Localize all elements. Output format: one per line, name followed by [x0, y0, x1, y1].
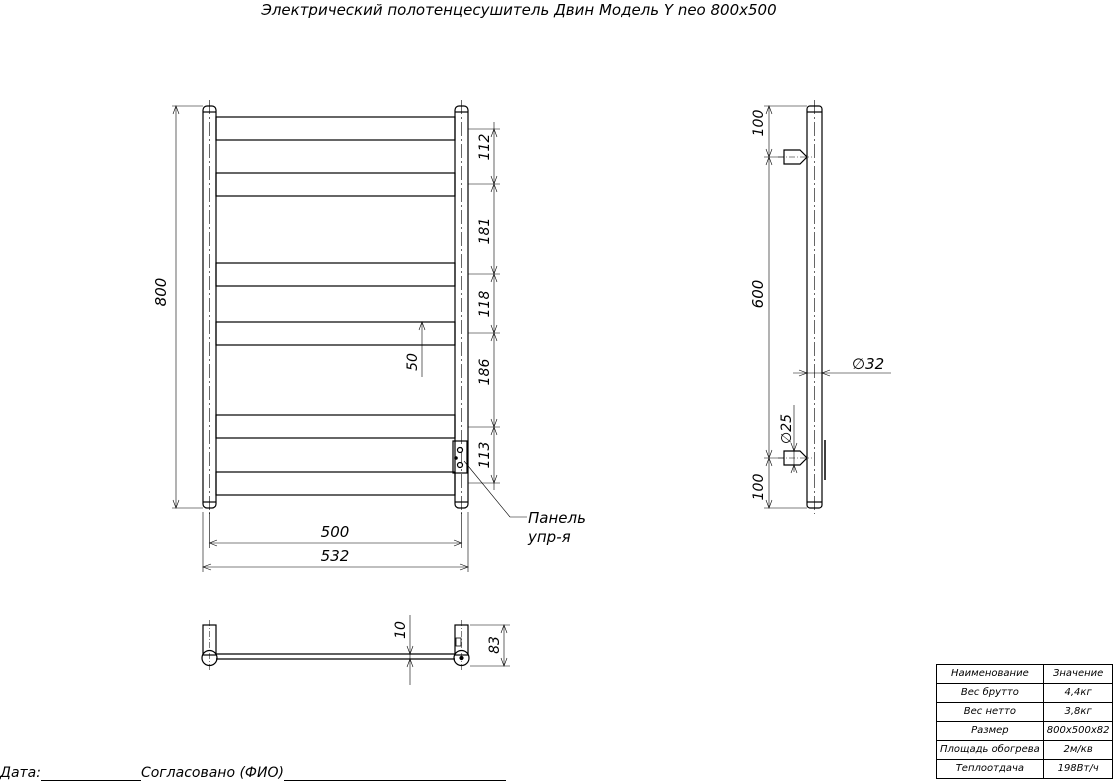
spec-row-name: Вес нетто: [937, 703, 1044, 722]
dim-diameter-32: ∅32: [852, 355, 885, 373]
spec-row: [937, 703, 1113, 722]
crossbar: [216, 263, 455, 286]
date-field[interactable]: [41, 765, 141, 781]
crossbars: [216, 117, 455, 495]
spec-row-name: Вес брутто: [937, 684, 1044, 703]
crossbar: [216, 173, 455, 196]
spec-row-value: 3,8кг: [1043, 703, 1113, 722]
spec-row: [937, 760, 1113, 779]
dim-800: 800: [152, 277, 170, 307]
spec-row-value: 198Вт/ч: [1043, 760, 1113, 779]
spec-table: [936, 664, 1113, 779]
crossbar: [216, 472, 455, 495]
callout-line2: упр-я: [528, 528, 571, 546]
spec-row-name: Площадь обогрева: [937, 741, 1044, 760]
dim-10: 10: [393, 621, 409, 639]
dim-186: 186: [477, 358, 493, 386]
dim-diameter-25: ∅25: [779, 413, 795, 445]
dim-50: 50: [405, 353, 421, 371]
dim-118: 118: [477, 290, 493, 318]
footer: [0, 765, 506, 781]
front-dimensions: [172, 106, 527, 572]
crossbar: [216, 322, 455, 345]
side-dimensions: [764, 106, 891, 508]
date-label: Дата:: [0, 765, 41, 781]
top-dimension-labels: [393, 621, 503, 654]
callout-line1: Панель: [528, 509, 586, 527]
dim-side-bottom: 100: [751, 473, 767, 501]
top-view: [202, 620, 469, 670]
dim-500: 500: [320, 523, 350, 541]
spec-row: [937, 684, 1113, 703]
dim-113: 113: [477, 441, 493, 469]
approved-field[interactable]: [284, 765, 506, 781]
spec-row-name: Теплоотдача: [937, 760, 1044, 779]
dim-83: 83: [487, 636, 503, 654]
dim-112: 112: [477, 133, 493, 161]
spec-row-value: 4,4кг: [1043, 684, 1113, 703]
dim-side-top: 100: [751, 109, 767, 137]
side-view: [778, 100, 825, 514]
dim-181: 181: [477, 217, 493, 245]
spec-table-header: [937, 665, 1113, 684]
spec-header-name: Наименование: [937, 665, 1044, 684]
approved-label: Согласовано (ФИО): [140, 765, 284, 781]
front-view: [203, 100, 500, 514]
spec-row: [937, 741, 1113, 760]
dim-532: 532: [320, 547, 350, 565]
crossbar: [216, 117, 455, 140]
spec-row-name: Размер: [937, 722, 1044, 741]
spec-row-value: 2м/кв: [1043, 741, 1113, 760]
spec-row-value: 800x500x82: [1043, 722, 1113, 741]
crossbar: [216, 415, 455, 438]
front-dimension-labels: [152, 134, 586, 565]
spec-header-value: Значение: [1043, 665, 1113, 684]
dim-side-middle: 600: [749, 279, 767, 309]
spec-row: [937, 722, 1113, 741]
drawing-title: Электрический полотенцесушитель Двин Модель Y neo 800x500: [261, 1, 777, 19]
